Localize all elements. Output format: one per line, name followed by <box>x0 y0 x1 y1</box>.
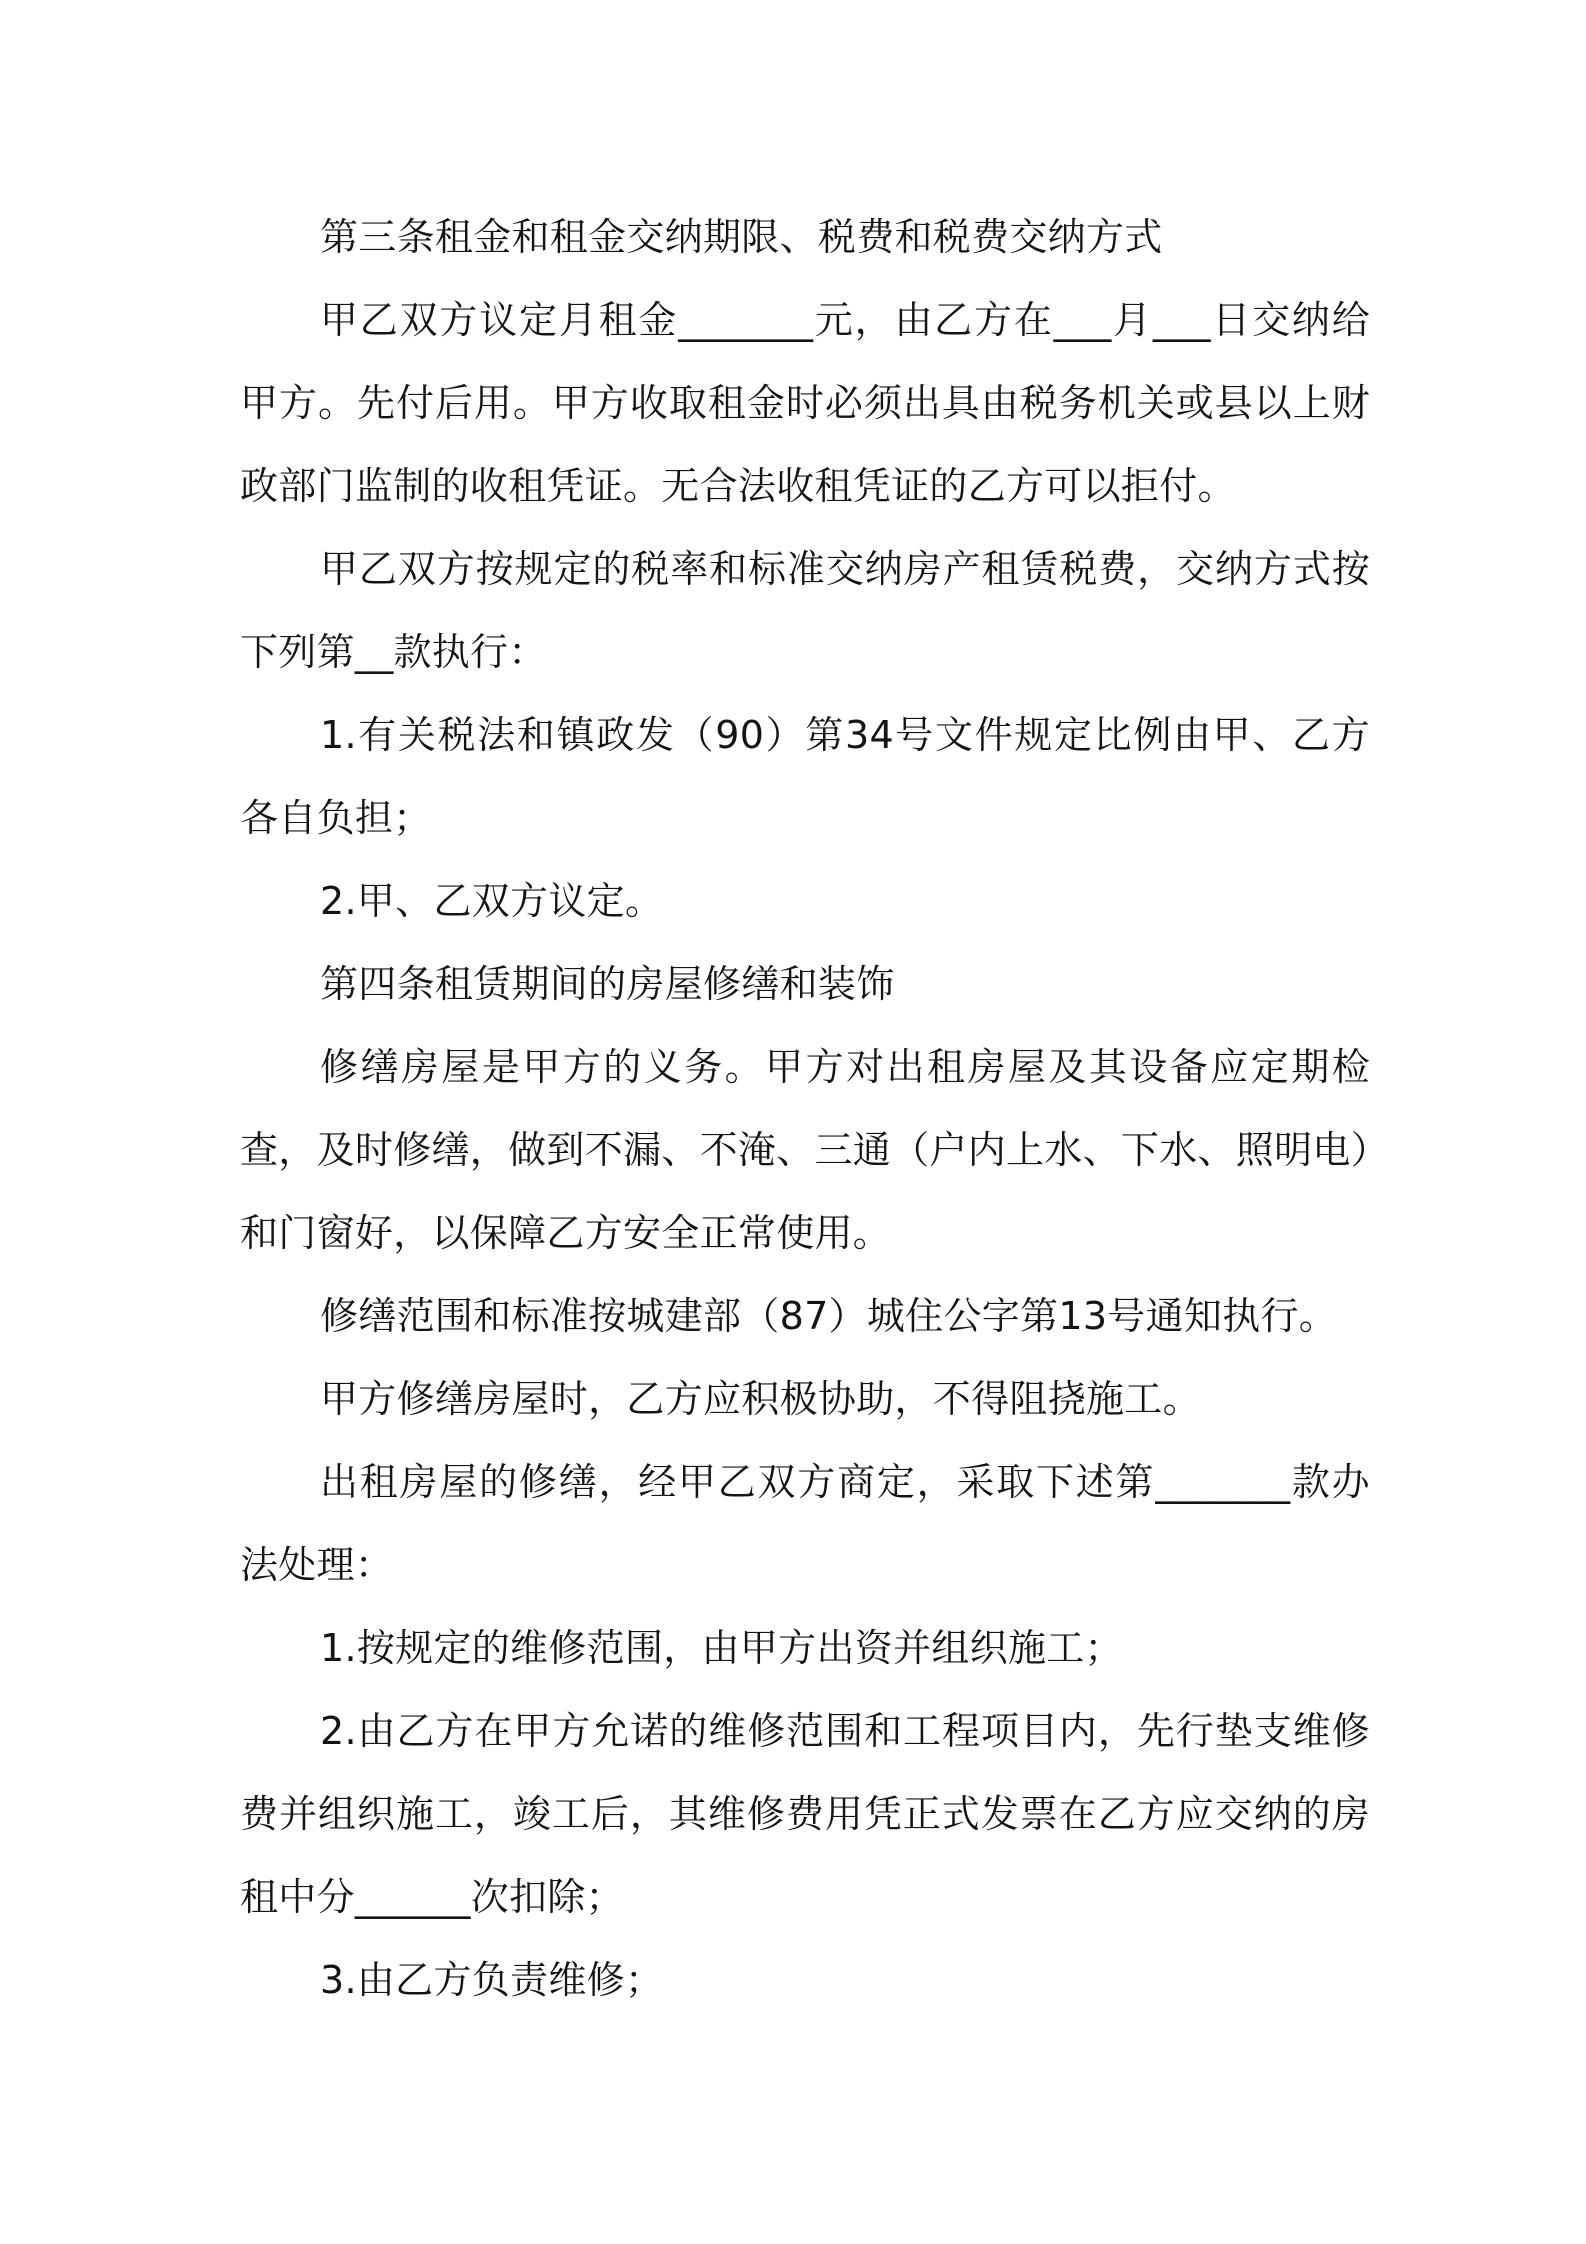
article-3-heading: 第三条租金和租金交纳期限、税费和税费交纳方式 <box>320 215 1163 259</box>
tax-option-1: 1.有关税法和镇政发（90）第34号文件规定比例由甲、乙方各自负担； <box>240 713 1370 840</box>
repair-option-2: 2.由乙方在甲方允诺的维修范围和工程项目内，先行垫支维修费并组织施工，竣工后，其维修费用凭正式发票在乙方应交纳的房租中分______次扣除； <box>240 1709 1370 1919</box>
tax-payment-paragraph: 甲乙双方按规定的税率和标准交纳房产租赁税费，交纳方式按下列第__款执行： <box>240 547 1370 674</box>
document-body <box>240 196 1370 2022</box>
repair-cooperation-paragraph: 甲方修缮房屋时，乙方应积极协助，不得阻挠施工。 <box>320 1377 1201 1421</box>
repair-obligation-paragraph: 修缮房屋是甲方的义务。甲方对出租房屋及其设备应定期检查，及时修缮，做到不漏、不淹、三通（户内上水、下水、照明电）和门窗好，以保障乙方安全正常使用。 <box>240 1045 1371 1255</box>
repair-scope-paragraph: 修缮范围和标准按城建部（87）城住公字第13号通知执行。 <box>320 1294 1338 1338</box>
tax-option-2: 2.甲、乙双方议定。 <box>320 879 664 923</box>
repair-method-paragraph: 出租房屋的修缮，经甲乙双方商定，采取下述第_______款办法处理： <box>240 1460 1370 1587</box>
rent-payment-paragraph: 甲乙双方议定月租金_______元，由乙方在___月___日交纳给甲方。先付后用。甲方收取租金时必须出具由税务机关或县以上财政部门监制的收租凭证。无合法收租凭证的乙方可以拒付。 <box>240 298 1370 508</box>
article-4-heading: 第四条租赁期间的房屋修缮和装饰 <box>320 962 895 1006</box>
repair-option-3: 3.由乙方负责维修； <box>320 1958 664 2002</box>
repair-option-1: 1.按规定的维修范围，由甲方出资并组织施工； <box>320 1626 1123 1670</box>
